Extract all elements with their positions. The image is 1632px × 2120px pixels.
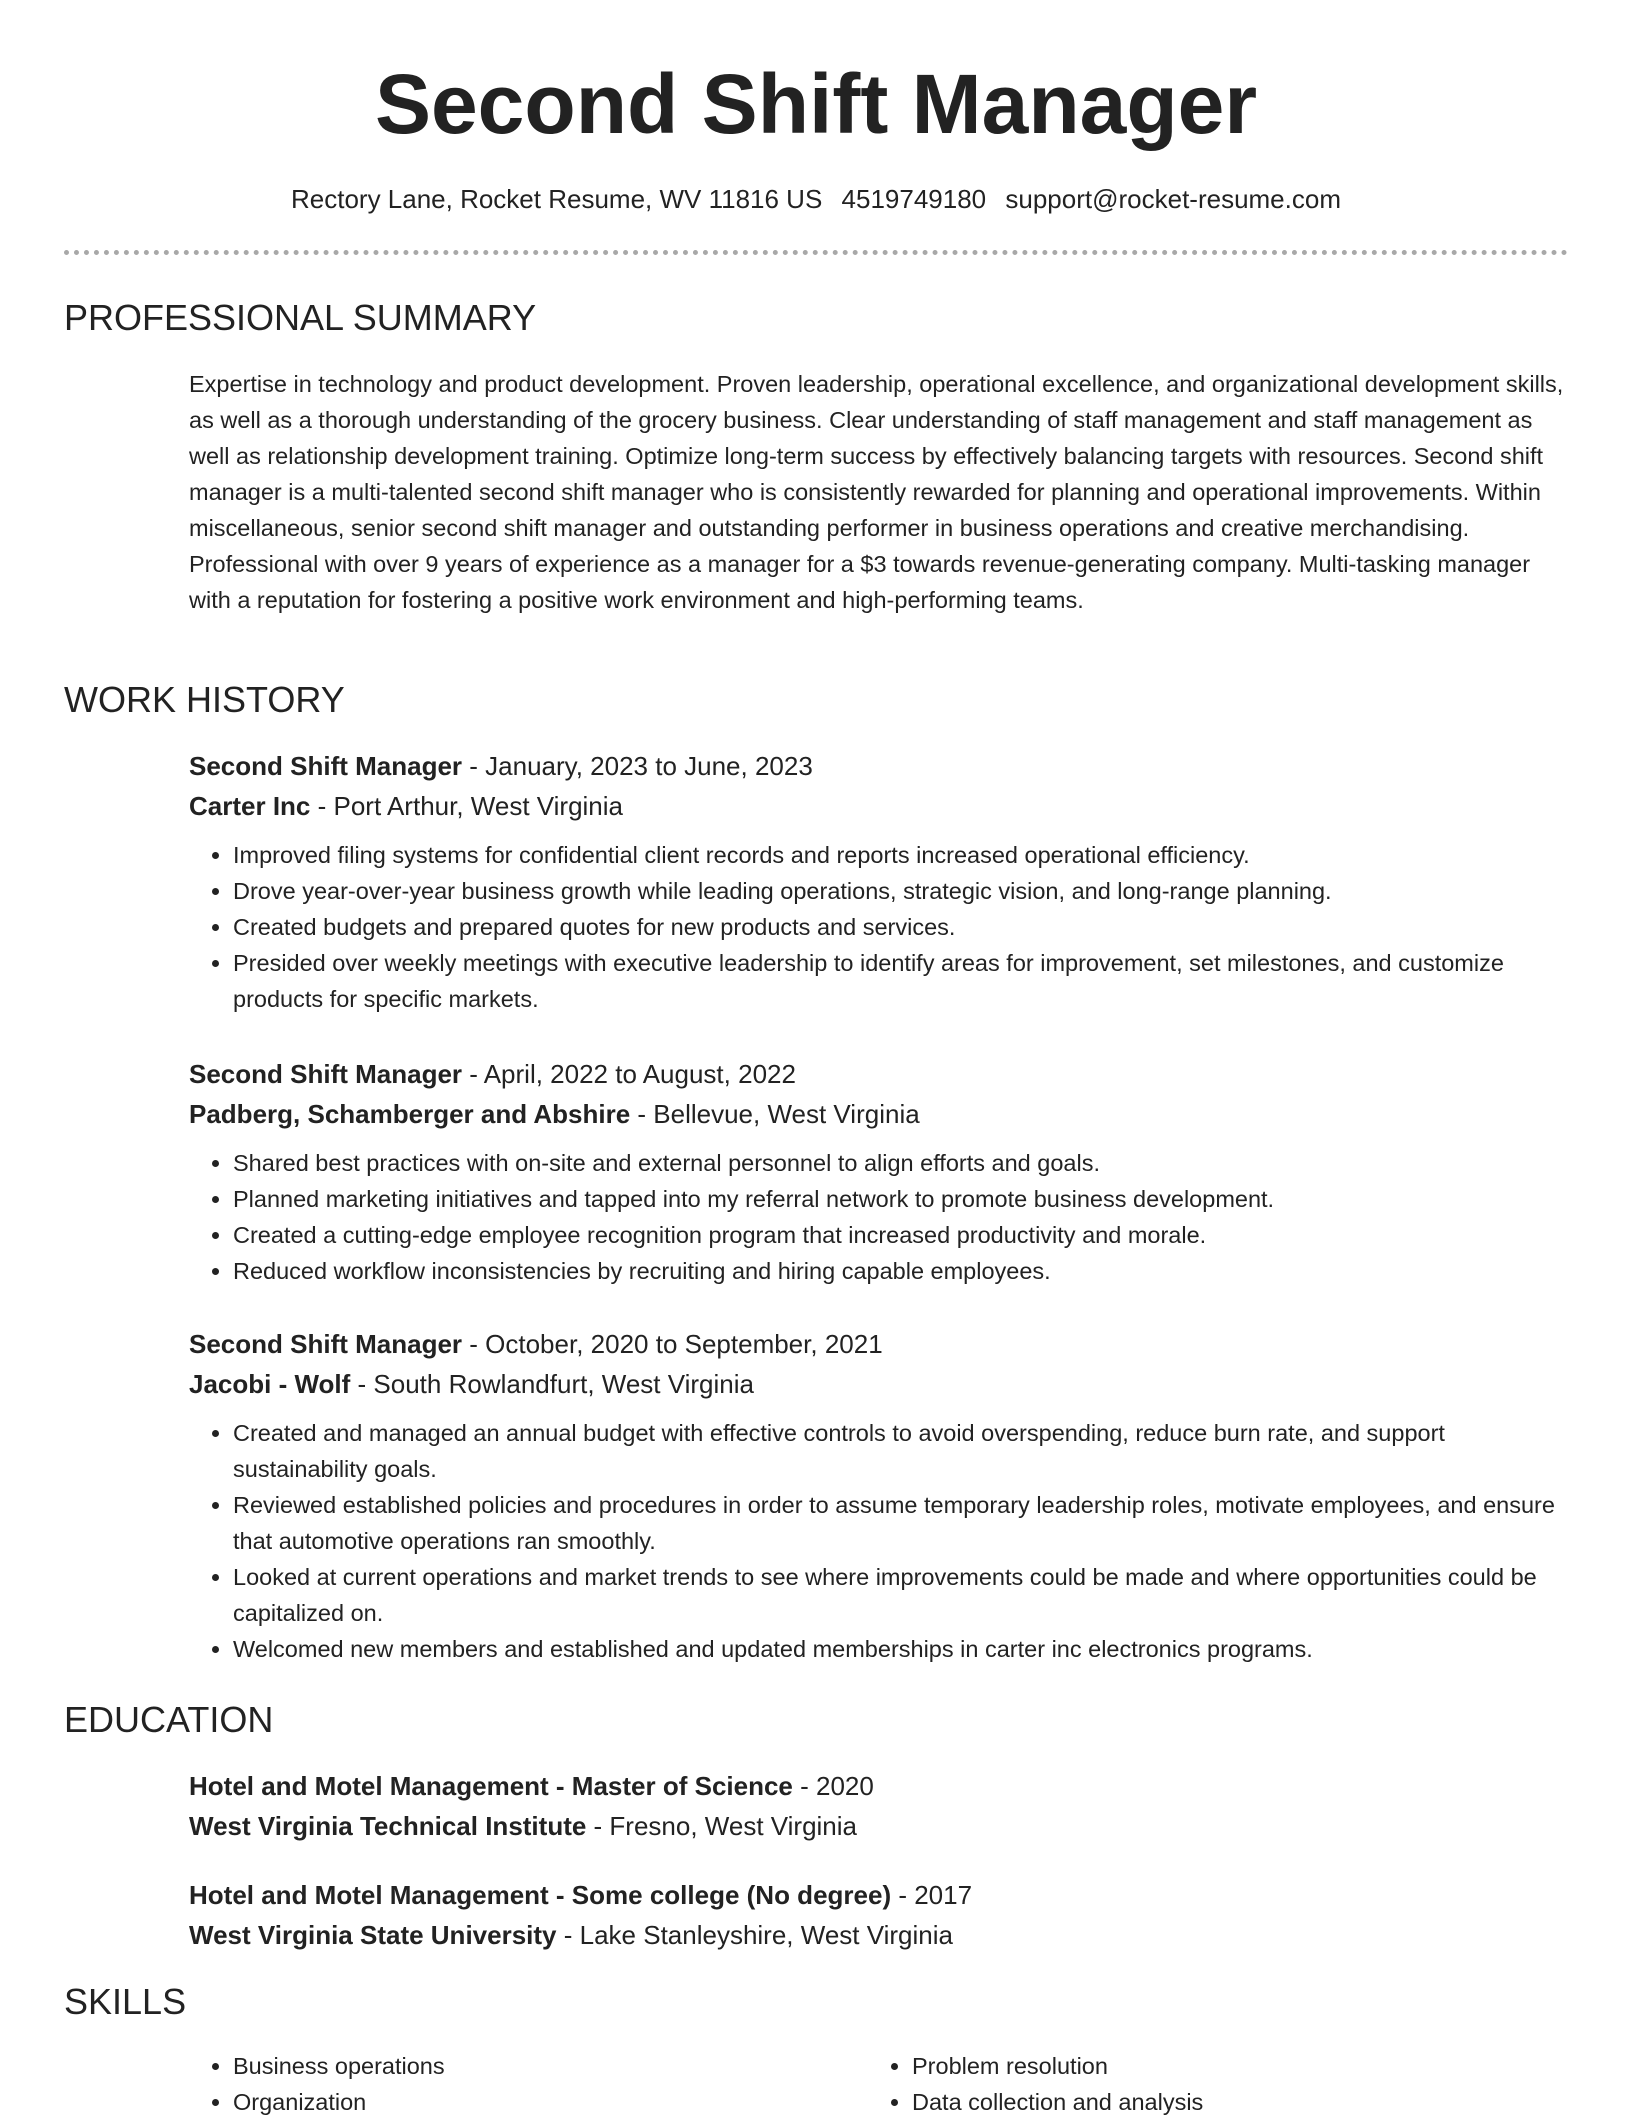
education-entry xyxy=(189,1769,1572,1843)
job-location: - South Rowlandfurt, West Virginia xyxy=(350,1369,754,1399)
contact-address: Rectory Lane, Rocket Resume, WV 11816 US xyxy=(290,184,823,214)
skills-heading: SKILLS xyxy=(64,1981,187,2022)
summary-text: Expertise in technology and product development. Proven leadership, operational excellence, and organizational development skills, as well as a thorough understanding of the grocery business. Clear understanding of staff management and staff management as well as relationship development training. Optimize long-term success by effectively balancing targets with resources. Second shift manager is a multi-talented second shift manager who is consistently rewarded for planning and operational improvements. Within miscellaneous, senior second shift manager and outstanding performer in business operations and creative merchandising. Professional with over 9 years of experience as a manager for a $3 towards revenue-generating company. Multi-tasking manager with a reputation for fostering a positive work environment and high-performing teams. xyxy=(189,371,1564,613)
job-bullet: • Welcomed new members and established and updated memberships in carter inc electronics programs. xyxy=(233,1631,1572,1667)
job-location: - Port Arthur, West Virginia xyxy=(310,791,623,821)
job-bullets xyxy=(189,837,1572,1017)
job-dates: - October, 2020 to September, 2021 xyxy=(462,1329,883,1359)
education-heading: EDUCATION xyxy=(64,1699,274,1740)
job-bullet: • Improved filing systems for confidential client records and reports increased operational efficiency. xyxy=(233,837,1572,873)
job-company: Carter Inc xyxy=(189,791,311,821)
contact-phone: 4519749180 xyxy=(841,184,987,214)
job-bullet: • Reviewed established policies and procedures in order to assume temporary leadership roles, motivate employees, and ensure that automotive operations ran smoothly. xyxy=(233,1487,1572,1559)
school-location: - Fresno, West Virginia xyxy=(586,1811,858,1841)
job-dates: - January, 2023 to June, 2023 xyxy=(462,751,813,781)
resume-name: Second Shift Manager xyxy=(374,57,1258,151)
school: West Virginia Technical Institute xyxy=(189,1811,587,1841)
degree-year: - 2017 xyxy=(891,1880,973,1910)
skill-item: • Business operations xyxy=(233,2048,829,2084)
job-title: Second Shift Manager xyxy=(189,751,463,781)
skill-item: • Organization xyxy=(233,2084,829,2120)
job-bullet: • Created a cutting-edge employee recognition program that increased productivity and morale. xyxy=(233,1217,1572,1253)
skills-list xyxy=(189,2048,829,2120)
job-dates: - April, 2022 to August, 2022 xyxy=(462,1059,796,1089)
job-location: - Bellevue, West Virginia xyxy=(630,1099,920,1129)
school-line xyxy=(189,1918,1572,1952)
school-location: - Lake Stanleyshire, West Virginia xyxy=(556,1920,953,1950)
job-company: Jacobi - Wolf xyxy=(189,1369,351,1399)
job-title-line xyxy=(189,1327,1572,1361)
education-entry xyxy=(189,1878,1572,1952)
skills-column-left xyxy=(189,2048,829,2120)
job-bullet: • Reduced workflow inconsistencies by recruiting and hiring capable employees. xyxy=(233,1253,1572,1289)
job-bullet: • Created and managed an annual budget with effective controls to avoid overspending, reduce burn rate, and support sustainability goals. xyxy=(233,1415,1572,1487)
job-title-line xyxy=(189,749,1572,783)
job-title: Second Shift Manager xyxy=(189,1059,463,1089)
job-bullets xyxy=(189,1415,1572,1667)
degree-line xyxy=(189,1878,1572,1912)
job-bullet: • Planned marketing initiatives and tapped into my referral network to promote business development. xyxy=(233,1181,1572,1217)
header-divider xyxy=(64,250,1568,255)
contact-email: support@rocket-resume.com xyxy=(1005,184,1341,214)
degree: Hotel and Motel Management - Some college (No degree) xyxy=(189,1880,892,1910)
degree-line xyxy=(189,1769,1572,1803)
job-bullet: • Shared best practices with on-site and external personnel to align efforts and goals. xyxy=(233,1145,1572,1181)
job-bullets xyxy=(189,1145,1572,1289)
job-company: Padberg, Schamberger and Abshire xyxy=(189,1099,631,1129)
job-entry xyxy=(189,749,1572,1017)
skill-item: • Data collection and analysis xyxy=(912,2084,1508,2120)
work-history-heading: WORK HISTORY xyxy=(64,679,345,720)
degree: Hotel and Motel Management - Master of Science xyxy=(189,1771,793,1801)
contact-line xyxy=(0,182,1632,216)
job-entry xyxy=(189,1057,1572,1289)
job-title-line xyxy=(189,1057,1572,1091)
skills-list xyxy=(868,2048,1508,2120)
job-entry xyxy=(189,1327,1572,1667)
job-bullet: • Presided over weekly meetings with executive leadership to identify areas for improvement, set milestones, and customize products for specific markets. xyxy=(233,945,1572,1017)
school: West Virginia State University xyxy=(189,1920,557,1950)
job-company-line xyxy=(189,1097,1572,1131)
job-company-line xyxy=(189,789,1572,823)
job-company-line xyxy=(189,1367,1572,1401)
job-bullet: • Drove year-over-year business growth while leading operations, strategic vision, and long-range planning. xyxy=(233,873,1572,909)
school-line xyxy=(189,1809,1572,1843)
skill-item: • Problem resolution xyxy=(912,2048,1508,2084)
job-bullet: • Looked at current operations and market trends to see where improvements could be made and where opportunities could be capitalized on. xyxy=(233,1559,1572,1631)
skills-column-right xyxy=(868,2048,1508,2120)
job-title: Second Shift Manager xyxy=(189,1329,463,1359)
summary-heading: PROFESSIONAL SUMMARY xyxy=(64,297,537,338)
degree-year: - 2020 xyxy=(792,1771,874,1801)
job-bullet: • Created budgets and prepared quotes for new products and services. xyxy=(233,909,1572,945)
